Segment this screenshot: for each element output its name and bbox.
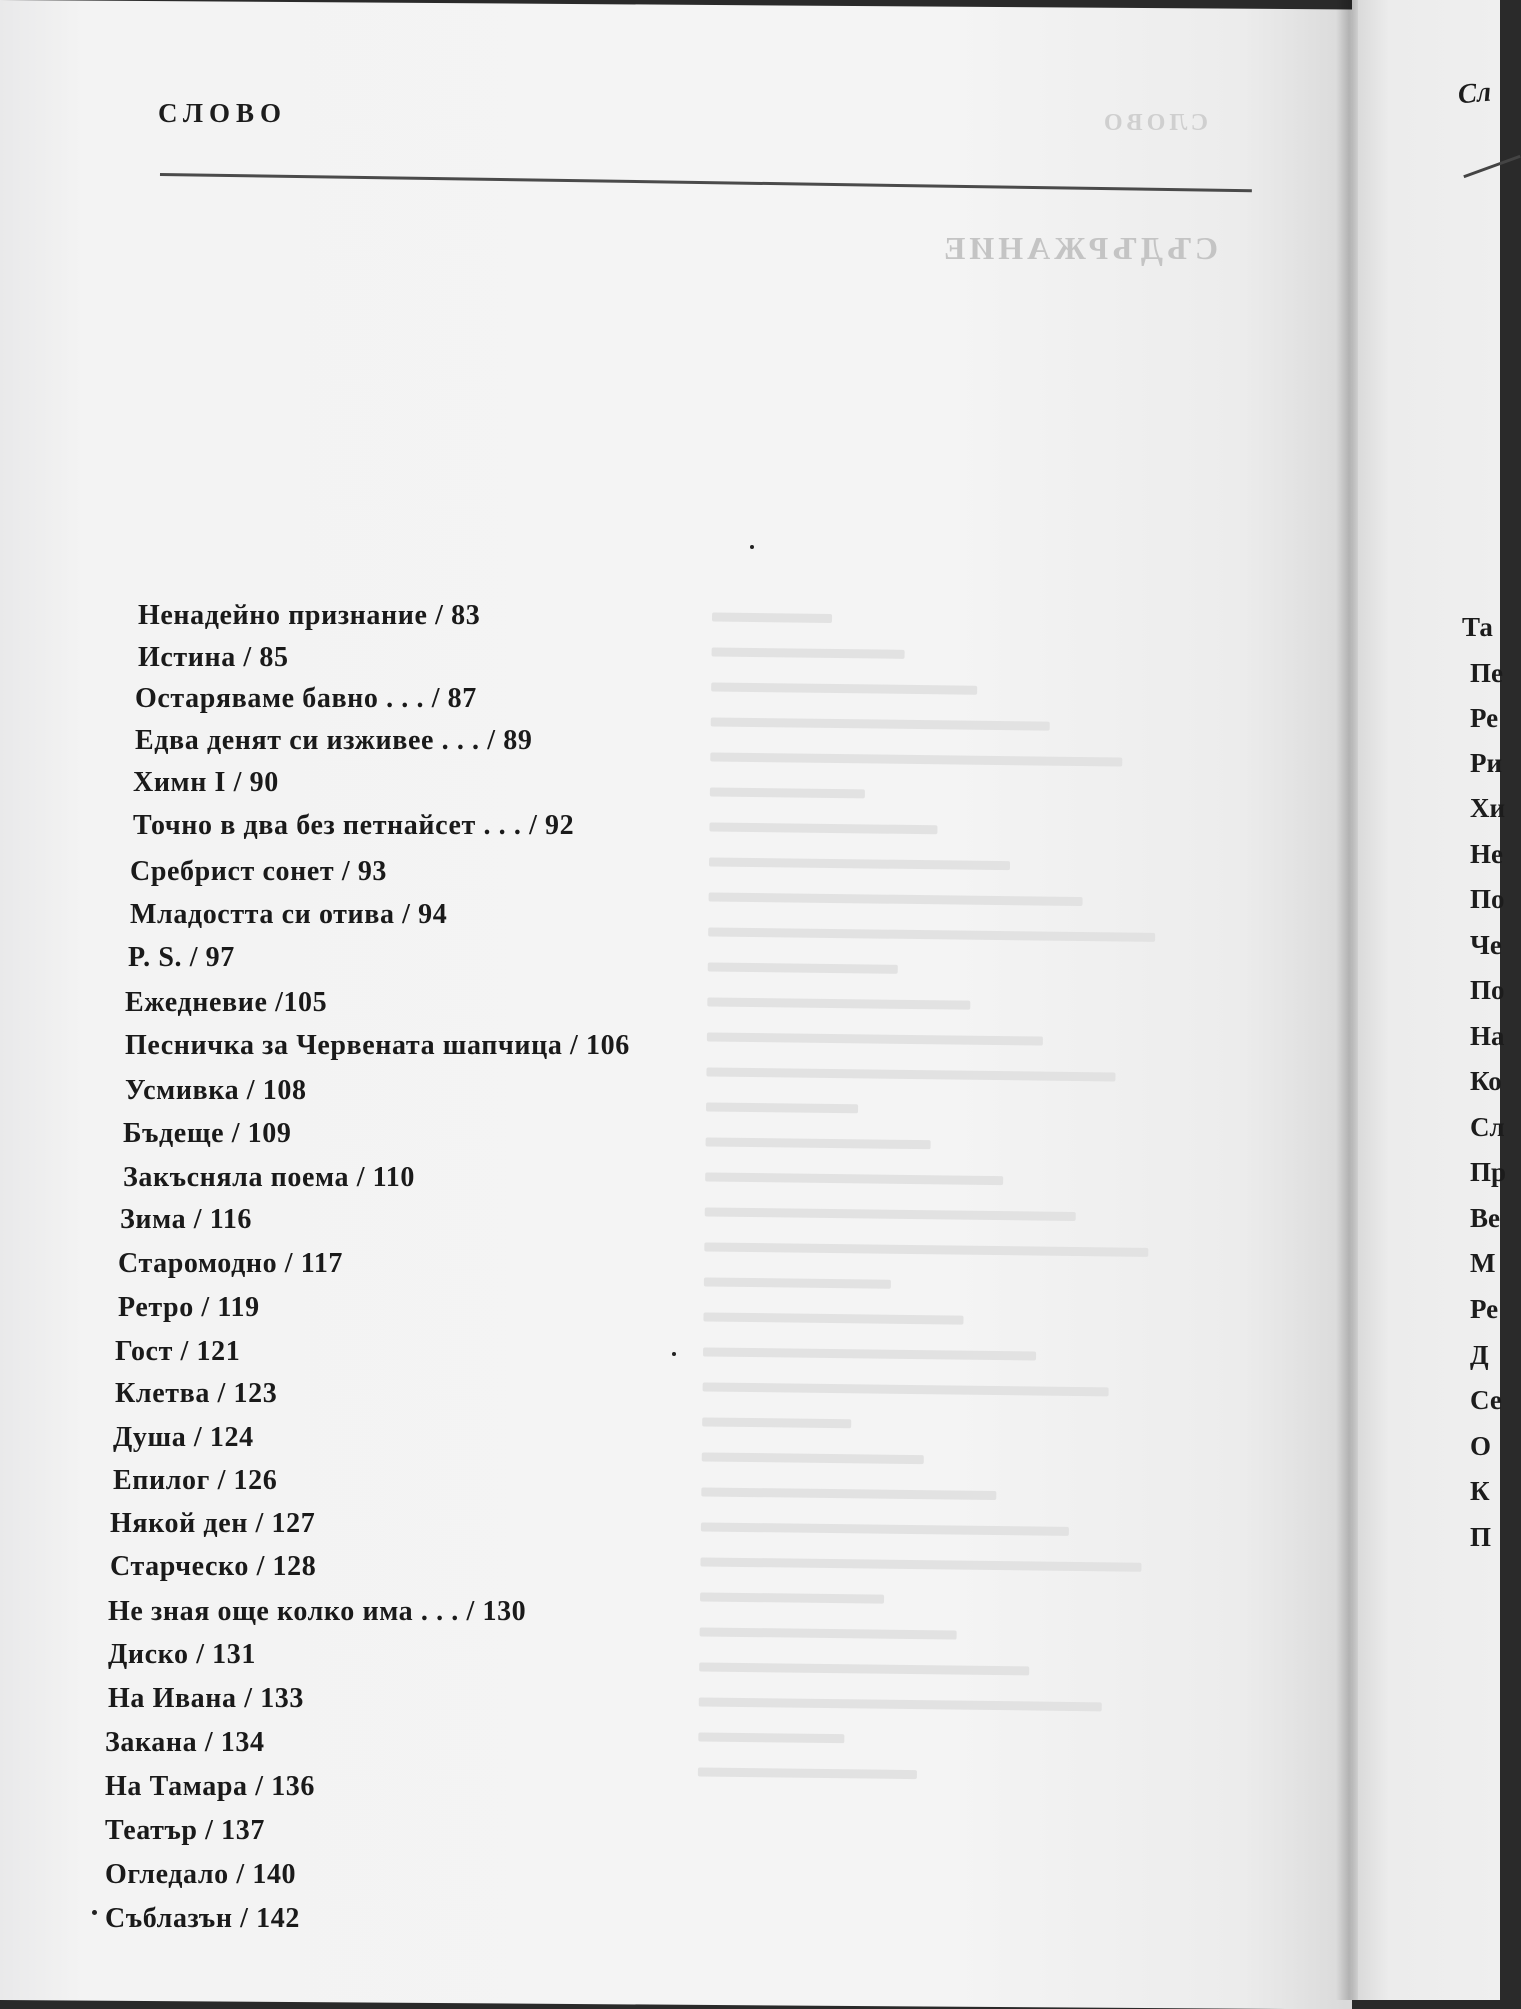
toc-entry: Съблазън / 142 <box>105 1903 300 1934</box>
paper-speck <box>92 1910 97 1915</box>
right-page-entry: На <box>1470 1021 1505 1051</box>
bleed-through-line <box>698 1751 1278 1793</box>
bleed-through-title: СЪДЪРЖАНИЕ <box>940 230 1218 266</box>
toc-entry: Химн I / 90 <box>133 767 279 798</box>
toc-entry: На Тамара / 136 <box>105 1771 315 1802</box>
toc-entry: Клетва / 123 <box>115 1378 278 1409</box>
toc-entry: Сребрист сонет / 93 <box>130 856 388 887</box>
right-page-entry: Не <box>1470 839 1503 869</box>
toc-entry: Гост / 121 <box>115 1336 241 1367</box>
toc-entry: Старомодно / 117 <box>118 1248 344 1279</box>
toc-entry: Усмивка / 108 <box>125 1075 307 1106</box>
right-page-entry: Сл <box>1470 1112 1505 1142</box>
right-page-entry: О <box>1470 1431 1492 1461</box>
toc-entry: Точно в два без петнайсет . . . / 92 <box>133 810 575 841</box>
right-page-entry: Ре <box>1470 1294 1499 1324</box>
toc-entry: Остаряваме бавно . . . / 87 <box>135 683 477 714</box>
toc-entry: Огледало / 140 <box>105 1859 297 1890</box>
toc-entry: Ежедневие /105 <box>125 987 328 1018</box>
bleed-through-list <box>698 597 1292 1794</box>
toc-entry: Ненадейно признание / 83 <box>138 600 481 631</box>
toc-entry: Епилог / 126 <box>113 1465 278 1496</box>
right-page-entry: По <box>1470 884 1505 914</box>
toc-entry: Закъсняла поема / 110 <box>123 1162 415 1193</box>
paper-speck <box>750 545 754 549</box>
toc-entry: Театър / 137 <box>105 1815 265 1846</box>
page-header-title: СЛОВО <box>158 98 287 128</box>
paper-speck <box>672 1352 676 1356</box>
right-page-header: Сл <box>1456 76 1493 111</box>
right-page-entry: Д <box>1470 1340 1489 1370</box>
right-page-entry: По <box>1470 975 1505 1005</box>
right-page-entry: Ко <box>1470 1066 1502 1096</box>
book-spine-shadow <box>1336 0 1358 2000</box>
toc-entry: Ретро / 119 <box>118 1292 260 1323</box>
toc-entry: Старческо / 128 <box>110 1551 317 1582</box>
toc-entry: Песничка за Червената шапчица / 106 <box>125 1030 630 1061</box>
right-page-entry: Се <box>1470 1385 1502 1415</box>
right-page-entry: Ве <box>1470 1203 1500 1233</box>
toc-entry: Не зная още колко има . . . / 130 <box>108 1596 527 1627</box>
toc-entry: Някой ден / 127 <box>110 1508 316 1539</box>
toc-entry: Душа / 124 <box>113 1422 254 1453</box>
toc-entry: Истина / 85 <box>138 642 289 673</box>
toc-entry: Зима / 116 <box>120 1204 253 1235</box>
toc-entry: Диско / 131 <box>108 1639 256 1670</box>
right-page-entry: Пр <box>1470 1157 1507 1187</box>
right-page-entry: Че <box>1470 930 1502 960</box>
toc-entry: На Ивана / 133 <box>108 1683 304 1714</box>
toc-entry: P. S. / 97 <box>128 942 235 973</box>
right-page-entry: К <box>1470 1476 1490 1506</box>
toc-entry: Закана / 134 <box>105 1727 265 1758</box>
right-page-entry: Хи <box>1470 793 1506 823</box>
toc-entry: Младостта си отива / 94 <box>130 899 448 930</box>
toc-entry: Бъдеще / 109 <box>123 1118 292 1149</box>
right-page-entry: Та <box>1462 612 1493 642</box>
right-page-entry: М <box>1470 1248 1496 1278</box>
toc-entry: Едва денят си изживее . . . / 89 <box>135 725 533 756</box>
right-page-entry: Ри <box>1470 748 1503 778</box>
right-page-entry: Ре <box>1470 703 1499 733</box>
right-page-entry: П <box>1470 1522 1492 1552</box>
bleed-through-header: СЛОВО <box>1100 110 1208 136</box>
right-page-entry: Пе <box>1470 658 1503 688</box>
